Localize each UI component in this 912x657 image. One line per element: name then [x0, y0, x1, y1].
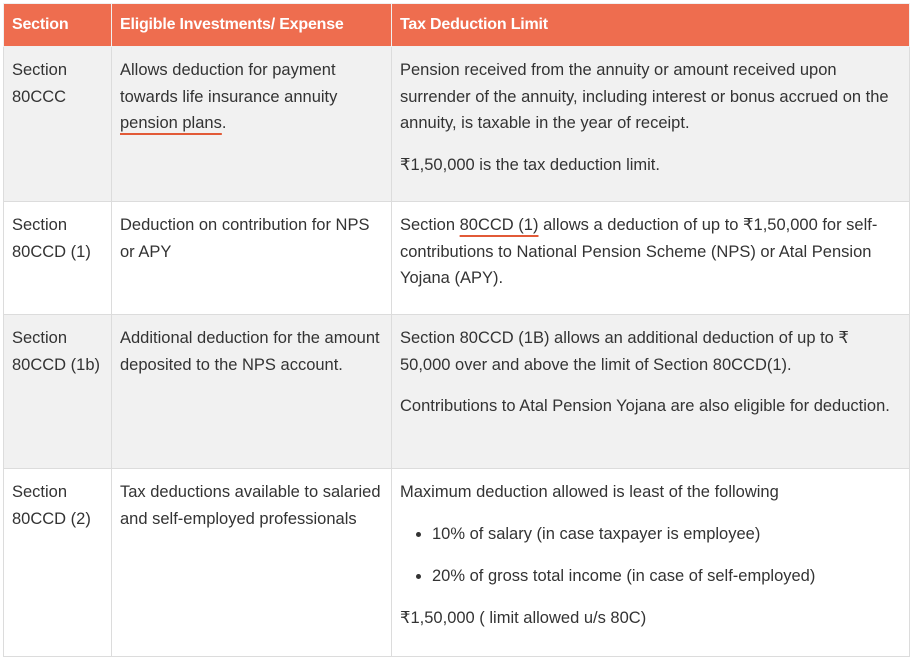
eligible-cell	[112, 47, 392, 202]
section-cell: Section 80CCC	[4, 47, 112, 202]
limit-paragraph: ₹1,50,000 ( limit allowed u/s 80C)	[400, 608, 647, 627]
limit-bullet-list	[400, 521, 901, 590]
eligible-cell: Tax deductions available to salaried and self-employed professionals	[112, 469, 392, 657]
eligible-text-end: .	[221, 114, 227, 132]
limit-paragraph: ₹1,50,000 is the tax deduction limit.	[400, 155, 660, 174]
table-row-80ccd-1b	[4, 315, 910, 469]
list-item: • 20% of gross total income (in case of self-employed)	[432, 563, 901, 590]
limit-text: Section	[400, 216, 460, 234]
section-cell: Section 80CCD (1)	[4, 202, 112, 315]
table-row-80ccc	[4, 47, 910, 202]
eligible-cell: Additional deduction for the amount deposited to the NPS account.	[112, 315, 392, 469]
limit-cell	[392, 469, 910, 657]
limit-paragraph: Pension received from the annuity or amount received upon surrender of the annuity, including interest or bonus accrued on the annuity, is taxable in the year of receipt.	[400, 61, 889, 132]
header-tax-deduction-limit: Tax Deduction Limit	[392, 4, 910, 47]
limit-cell	[392, 202, 910, 315]
pension-plans-link[interactable]: pension plans	[120, 114, 222, 132]
eligible-cell: Deduction on contribution for NPS or APY	[112, 202, 392, 315]
list-item: • 10% of salary (in case taxpayer is employee)	[432, 521, 901, 548]
eligible-text: Allows deduction for payment towards life insurance annuity	[120, 61, 338, 106]
header-eligible-investments: Eligible Investments/ Expense	[112, 4, 392, 47]
table-row-80ccd-2	[4, 469, 910, 657]
header-section: Section	[4, 4, 112, 47]
tax-deduction-table	[3, 3, 910, 657]
limit-paragraph: Contributions to Atal Pension Yojana are also eligible for deduction.	[400, 397, 890, 415]
limit-text-end: allows a deduction of up to ₹1,50,000 for self-contributions to National Pension Scheme (NPS) or Atal Pension Yojana (APY).	[400, 216, 878, 287]
limit-cell	[392, 315, 910, 469]
limit-cell	[392, 47, 910, 202]
table-header-row	[4, 4, 910, 47]
table-row-80ccd-1	[4, 202, 910, 315]
limit-paragraph: Maximum deduction allowed is least of the following	[400, 483, 779, 501]
section-cell: Section 80CCD (2)	[4, 469, 112, 657]
section-cell: Section 80CCD (1b)	[4, 315, 112, 469]
80ccd-1-link[interactable]: 80CCD (1)	[459, 216, 539, 234]
limit-paragraph: Section 80CCD (1B) allows an additional deduction of up to ₹ 50,000 over and above the limit of Section 80CCD(1).	[400, 329, 849, 374]
